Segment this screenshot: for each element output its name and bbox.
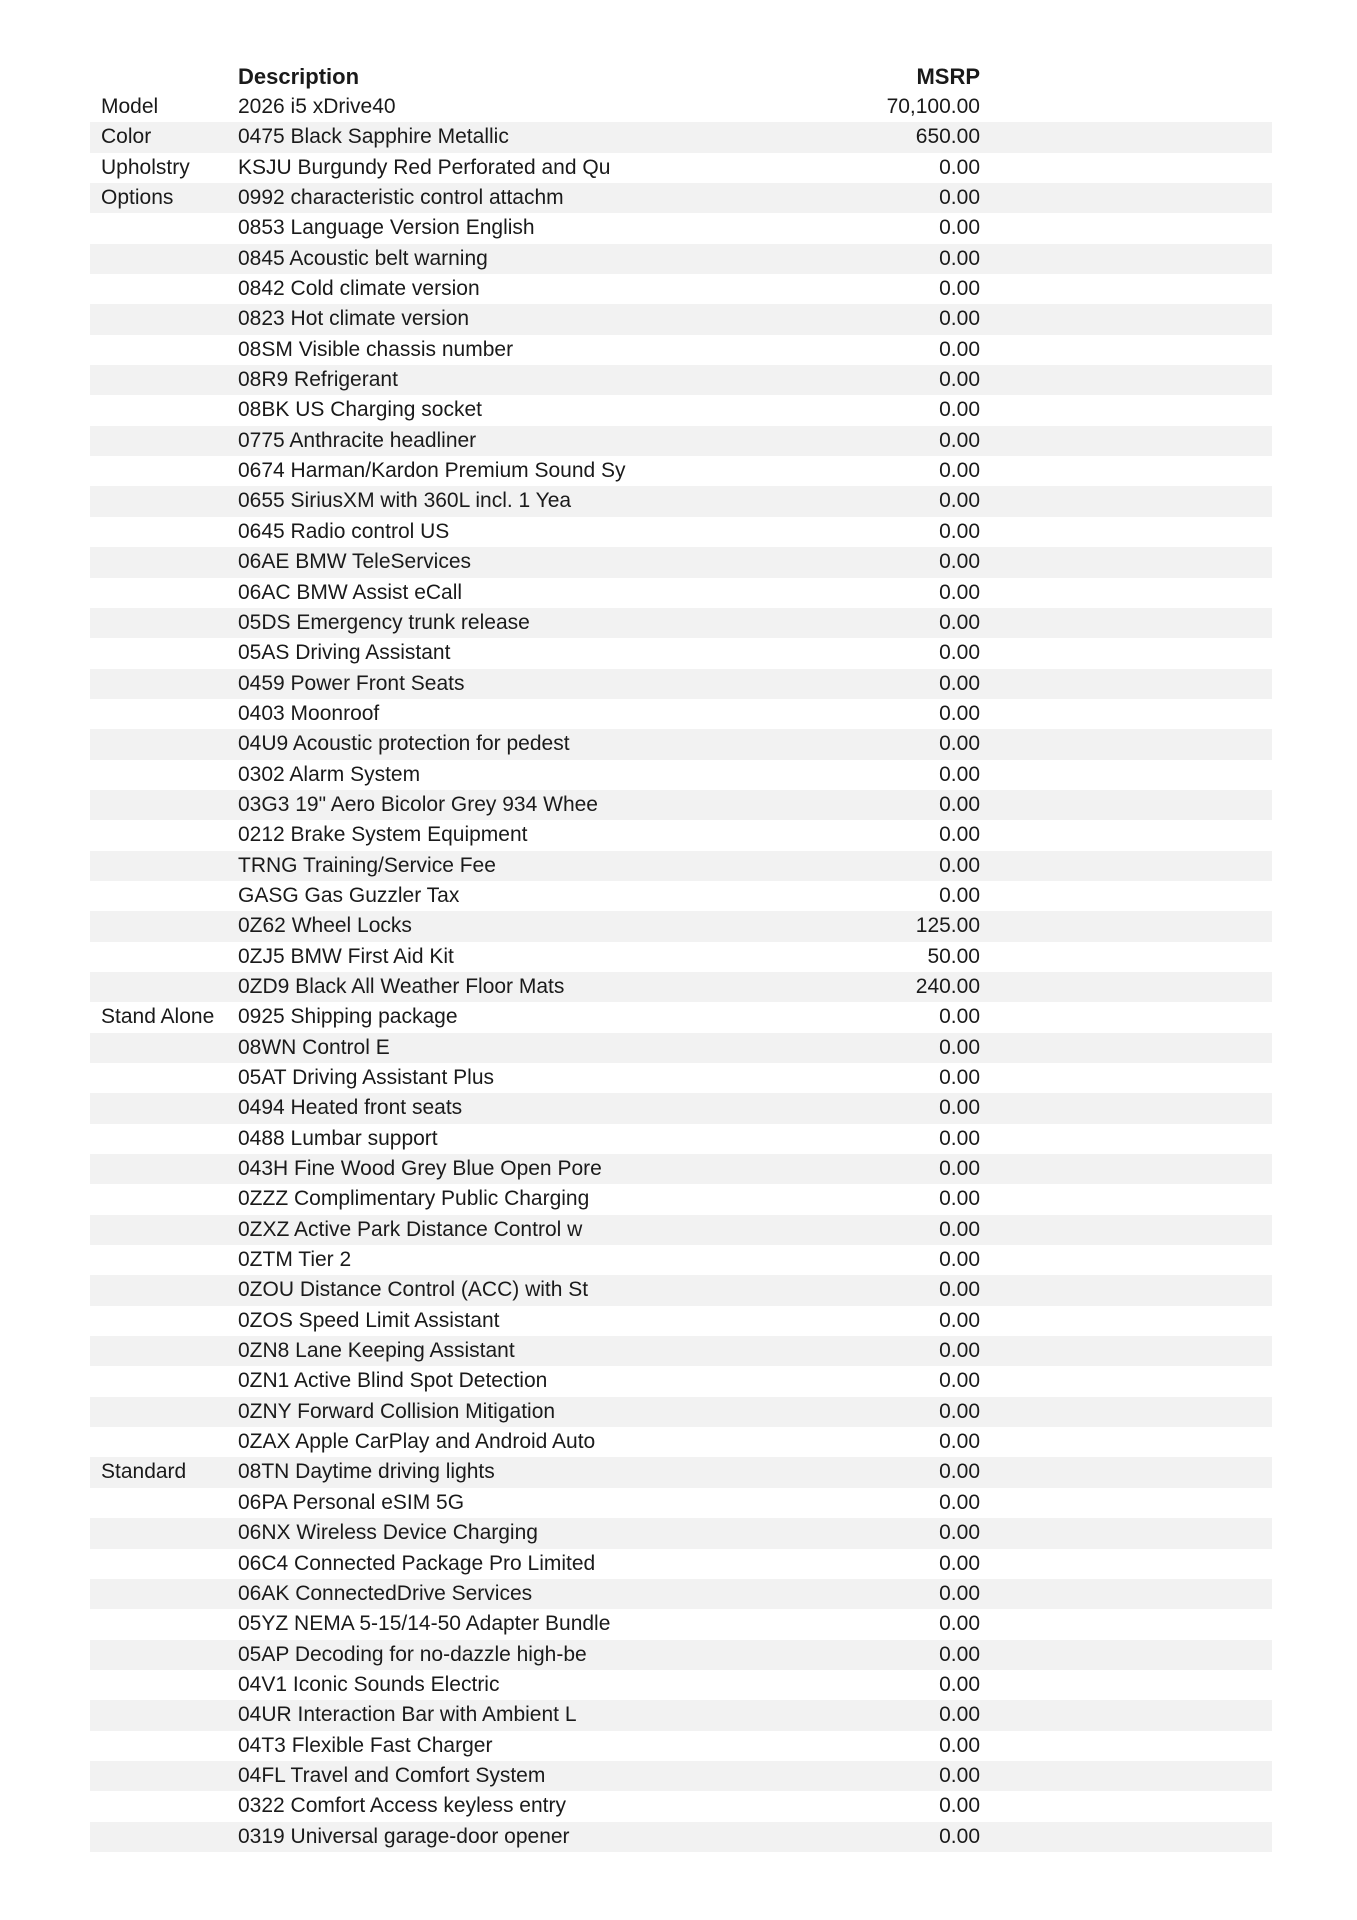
row-price: 0.00 [939,1612,980,1636]
row-price: 650.00 [915,125,980,149]
row-price: 0.00 [939,1005,980,1029]
row-description: 0ZXZ Active Park Distance Control w [238,1217,583,1241]
row-price: 0.00 [939,216,980,240]
row-price: 240.00 [915,974,980,998]
table-header [90,64,1272,90]
row-price: 0.00 [939,1157,980,1181]
table-row [90,456,1272,486]
table-row [90,881,1272,911]
row-description: 0823 Hot climate version [238,307,470,331]
row-price: 0.00 [939,398,980,422]
row-price: 0.00 [939,1824,980,1848]
row-price: 0.00 [939,823,980,847]
row-description: 0Z62 Wheel Locks [238,914,412,938]
table-row [90,1002,1272,1032]
table-row [90,1154,1272,1184]
row-description: 0845 Acoustic belt warning [238,246,488,270]
row-price: 0.00 [939,792,980,816]
table-row [90,699,1272,729]
row-price: 0.00 [939,1339,980,1363]
table-row [90,729,1272,759]
row-description: 08R9 Refrigerant [238,368,398,392]
row-description: 043H Fine Wood Grey Blue Open Pore [238,1157,602,1181]
table-row [90,1549,1272,1579]
row-price: 0.00 [939,428,980,452]
row-description: 04T3 Flexible Fast Charger [238,1733,493,1757]
description-column-header: Description [238,64,360,89]
table-row [90,578,1272,608]
row-description: 0ZN8 Lane Keeping Assistant [238,1339,515,1363]
table-row [90,851,1272,881]
row-description: 0ZJ5 BMW First Aid Kit [238,944,454,968]
table-row [90,1609,1272,1639]
row-price: 0.00 [939,1733,980,1757]
table-row [90,942,1272,972]
table-row [90,547,1272,577]
row-description: 04FL Travel and Comfort System [238,1763,546,1787]
row-price: 0.00 [939,246,980,270]
table-row [90,426,1272,456]
row-price: 0.00 [939,1217,980,1241]
row-description: 0ZAX Apple CarPlay and Android Auto [238,1430,596,1454]
row-description: 0ZZZ Complimentary Public Charging [238,1187,590,1211]
row-price: 50.00 [927,944,980,968]
table-row [90,1093,1272,1123]
row-description: 0674 Harman/Kardon Premium Sound Sy [238,459,626,483]
table-row [90,1579,1272,1609]
row-description: 06AC BMW Assist eCall [238,580,463,604]
row-price: 0.00 [939,1460,980,1484]
row-description: 0319 Universal garage-door opener [238,1824,570,1848]
row-description: 06AE BMW TeleServices [238,550,472,574]
row-description: 0302 Alarm System [238,762,421,786]
table-row [90,1791,1272,1821]
row-price: 0.00 [939,1794,980,1818]
table-row [90,790,1272,820]
table-row [90,335,1272,365]
table-row [90,244,1272,274]
row-description: 2026 i5 xDrive40 [238,95,396,118]
table-row [90,517,1272,547]
table-row [90,1488,1272,1518]
table-row [90,395,1272,425]
table-row [90,1761,1272,1791]
row-price: 0.00 [939,155,980,179]
table-row [90,122,1272,152]
row-price: 125.00 [915,914,980,938]
price-table [90,92,1272,1852]
row-price: 0.00 [939,277,980,301]
table-row [90,92,1272,122]
row-price: 0.00 [939,1763,980,1787]
row-description: 0ZN1 Active Blind Spot Detection [238,1369,548,1393]
row-description: 0ZOU Distance Control (ACC) with St [238,1278,589,1302]
row-description: 0488 Lumbar support [238,1126,438,1150]
row-price: 0.00 [939,1490,980,1514]
row-price: 0.00 [939,883,980,907]
row-description: 0212 Brake System Equipment [238,823,528,847]
row-price: 0.00 [939,1399,980,1423]
table-row [90,1822,1272,1852]
row-description: 0475 Black Sapphire Metallic [238,125,509,149]
table-row [90,669,1272,699]
row-price: 0.00 [939,1581,980,1605]
table-row [90,1366,1272,1396]
row-description: 05YZ NEMA 5-15/14-50 Adapter Bundle [238,1612,611,1636]
table-row [90,1700,1272,1730]
row-description: KSJU Burgundy Red Perforated and Qu [238,155,611,179]
row-description: 06NX Wireless Device Charging [238,1521,538,1545]
row-price: 0.00 [939,1672,980,1696]
table-row [90,820,1272,850]
table-row [90,608,1272,638]
row-price: 0.00 [939,1248,980,1272]
table-row [90,972,1272,1002]
row-description: 0775 Anthracite headliner [238,428,477,452]
table-row [90,213,1272,243]
table-row [90,1063,1272,1093]
row-description: 0459 Power Front Seats [238,671,465,695]
row-price: 0.00 [939,671,980,695]
row-price: 0.00 [939,489,980,513]
row-description: 0645 Radio control US [238,519,450,543]
row-description: 05AP Decoding for no-dazzle high-be [238,1642,587,1666]
table-row [90,1457,1272,1487]
row-price: 0.00 [939,1187,980,1211]
row-price: 0.00 [939,580,980,604]
row-category: Color [101,125,152,149]
table-row [90,183,1272,213]
row-category: Options [101,186,174,210]
row-category: Stand Alone [101,1005,215,1029]
row-description: 06C4 Connected Package Pro Limited [238,1551,596,1575]
row-description: 05DS Emergency trunk release [238,610,530,634]
row-description: 0992 characteristic control attachm [238,186,564,210]
table-row [90,1427,1272,1457]
row-description: 05AS Driving Assistant [238,641,451,665]
row-price: 0.00 [939,1521,980,1545]
row-price: 0.00 [939,186,980,210]
row-description: 0925 Shipping package [238,1005,458,1029]
row-description: 0655 SiriusXM with 360L incl. 1 Yea [238,489,572,513]
row-price: 0.00 [939,1308,980,1332]
table-row [90,274,1272,304]
row-description: 05AT Driving Assistant Plus [238,1066,494,1089]
msrp-column-header: MSRP [916,64,980,89]
row-description: 0ZD9 Black All Weather Floor Mats [238,974,565,998]
table-row [90,1033,1272,1063]
row-description: 0322 Comfort Access keyless entry [238,1794,566,1818]
table-row [90,1640,1272,1670]
row-description: 08WN Control E [238,1035,390,1059]
row-price: 0.00 [939,550,980,574]
table-row [90,1336,1272,1366]
row-description: GASG Gas Guzzler Tax [238,883,460,907]
table-row [90,1124,1272,1154]
row-price: 0.00 [939,1035,980,1059]
row-description: 08BK US Charging socket [238,398,482,422]
row-price: 0.00 [939,610,980,634]
row-description: 08TN Daytime driving lights [238,1460,495,1484]
row-description: TRNG Training/Service Fee [238,853,496,877]
row-category: Upholstry [101,155,190,179]
table-row [90,1731,1272,1761]
table-row [90,1306,1272,1336]
row-description: 0ZTM Tier 2 [238,1248,352,1272]
table-row [90,304,1272,334]
row-price: 0.00 [939,732,980,756]
row-price: 0.00 [939,459,980,483]
row-price: 0.00 [939,641,980,665]
row-price: 0.00 [939,1096,980,1120]
row-price: 0.00 [939,368,980,392]
row-price: 0.00 [939,1066,980,1089]
table-row [90,760,1272,790]
row-price: 0.00 [939,337,980,361]
row-category: Model [101,95,159,118]
row-price: 0.00 [939,701,980,725]
row-description: 0853 Language Version English [238,216,535,240]
row-category: Standard [101,1460,187,1484]
row-description: 0403 Moonroof [238,701,380,725]
row-description: 04V1 Iconic Sounds Electric [238,1672,500,1696]
row-description: 04U9 Acoustic protection for pedest [238,732,570,756]
row-description: 08SM Visible chassis number [238,337,514,361]
row-description: 0494 Heated front seats [238,1096,463,1120]
table-row [90,1184,1272,1214]
row-description: 06PA Personal eSIM 5G [238,1490,465,1514]
row-price: 0.00 [939,1703,980,1727]
table-row [90,1245,1272,1275]
row-description: 06AK ConnectedDrive Services [238,1581,533,1605]
row-price: 0.00 [939,1126,980,1150]
row-price: 0.00 [939,1369,980,1393]
table-row [90,911,1272,941]
row-price: 0.00 [939,1551,980,1575]
table-row [90,1518,1272,1548]
row-price: 0.00 [939,762,980,786]
row-description: 0ZOS Speed Limit Assistant [238,1308,500,1332]
row-price: 0.00 [939,853,980,877]
row-price: 0.00 [939,1642,980,1666]
row-description: 0ZNY Forward Collision Mitigation [238,1399,556,1423]
table-row [90,1275,1272,1305]
row-price: 70,100.00 [886,95,980,118]
row-description: 04UR Interaction Bar with Ambient L [238,1703,577,1727]
table-row [90,1397,1272,1427]
row-price: 0.00 [939,1278,980,1302]
row-price: 0.00 [939,1430,980,1454]
row-price: 0.00 [939,307,980,331]
table-row [90,365,1272,395]
row-price: 0.00 [939,519,980,543]
row-description: 03G3 19" Aero Bicolor Grey 934 Whee [238,792,598,816]
table-row [90,153,1272,183]
table-row [90,1670,1272,1700]
table-row [90,486,1272,516]
table-row [90,1215,1272,1245]
table-row [90,638,1272,668]
row-description: 0842 Cold climate version [238,277,480,301]
